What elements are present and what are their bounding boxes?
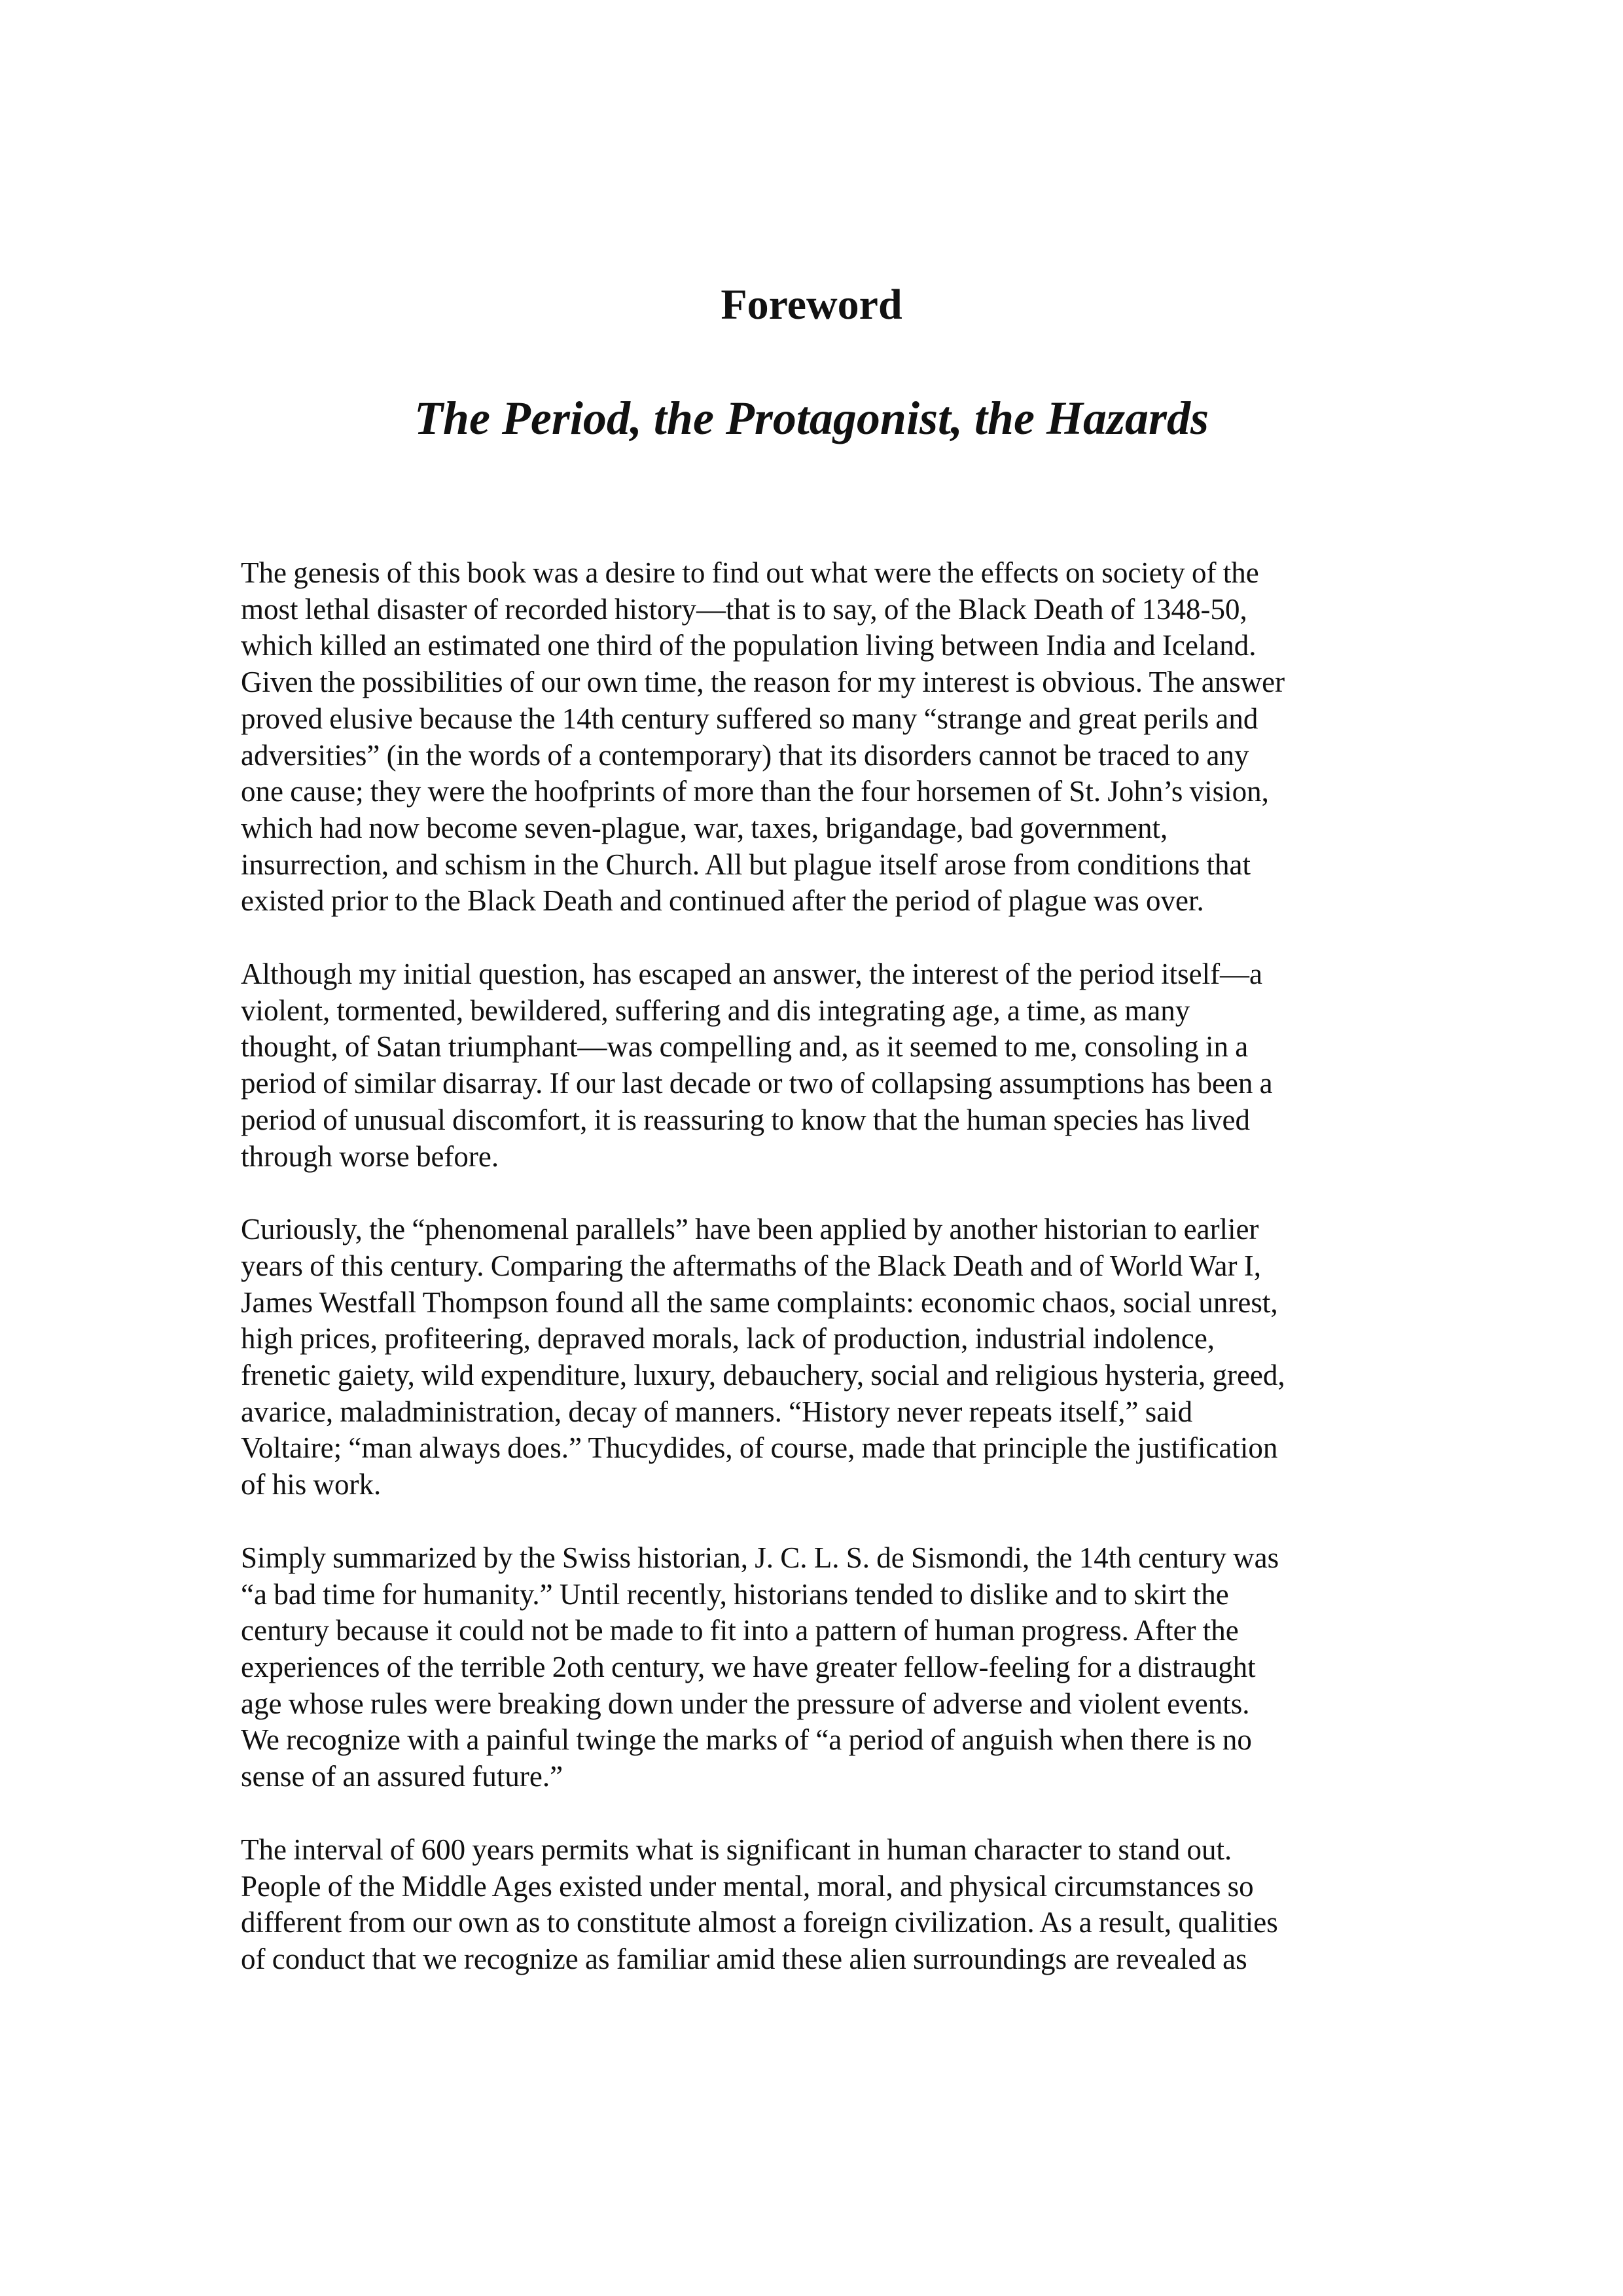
- text-line: which had now become seven-plague, war, taxes, brigandage, bad government,: [241, 811, 1168, 844]
- text-line: Curiously, the “phenomenal parallels” have been applied by another historian to earlier: [241, 1213, 1259, 1246]
- text-line: which killed an estimated one third of the population living between India and Iceland.: [241, 629, 1257, 662]
- text-line: Simply summarized by the Swiss historian, J. C. L. S. de Sismondi, the 14th century was: [241, 1541, 1279, 1574]
- text-line: most lethal disaster of recorded history—that is to say, of the Black Death of 1348-50,: [241, 592, 1247, 626]
- chapter-subtitle: The Period, the Protagonist, the Hazards: [414, 392, 1209, 444]
- text-line: adversities” (in the words of a contemporary) that its disorders cannot be traced to any: [241, 738, 1249, 772]
- text-line: insurrection, and schism in the Church. All but plague itself arose from conditions that: [241, 848, 1251, 881]
- text-line: Given the possibilities of our own time, the reason for my interest is obvious. The answer: [241, 666, 1285, 699]
- text-line: century because it could not be made to fit into a pattern of human progress. After the: [241, 1614, 1239, 1647]
- text-line: avarice, maladministration, decay of manners. “History never repeats itself,” said: [241, 1395, 1193, 1428]
- text-line: Although my initial question, has escaped an answer, the interest of the period itself—a: [241, 958, 1263, 991]
- text-line: James Westfall Thompson found all the same complaints: economic chaos, social unrest,: [241, 1285, 1278, 1319]
- text-line: age whose rules were breaking down under the pressure of adverse and violent events.: [241, 1687, 1250, 1720]
- text-line: through worse before.: [241, 1139, 499, 1173]
- paragraph-1: [241, 555, 1402, 920]
- text-line: period of similar disarray. If our last decade or two of collapsing assumptions has been a: [241, 1067, 1273, 1100]
- body-text: [241, 555, 1402, 2015]
- paragraph-2: [241, 956, 1402, 1175]
- paragraph-4: [241, 1540, 1402, 1795]
- text-line: frenetic gaiety, wild expenditure, luxury, debauchery, social and religious hysteria, greed,: [241, 1359, 1285, 1392]
- text-line: one cause; they were the hoofprints of more than the four horsemen of St. John’s vision,: [241, 775, 1269, 808]
- text-line: People of the Middle Ages existed under mental, moral, and physical circumstances so: [241, 1869, 1254, 1903]
- text-line: high prices, profiteering, depraved morals, lack of production, industrial indolence,: [241, 1322, 1215, 1355]
- text-line: “a bad time for humanity.” Until recently, historians tended to dislike and to skirt the: [241, 1577, 1229, 1611]
- paragraph-3: [241, 1211, 1402, 1503]
- text-line: proved elusive because the 14th century suffered so many “strange and great perils and: [241, 702, 1258, 735]
- text-line: different from our own as to constitute almost a foreign civilization. As a result, qualities: [241, 1906, 1278, 1939]
- text-line: years of this century. Comparing the aftermaths of the Black Death and of World War I,: [241, 1249, 1261, 1282]
- text-line: sense of an assured future.”: [241, 1760, 563, 1793]
- text-line: thought, of Satan triumphant—was compelling and, as it seemed to me, consoling in a: [241, 1030, 1249, 1064]
- text-line: of conduct that we recognize as familiar amid these alien surroundings are revealed as: [241, 1942, 1247, 1975]
- text-line: The interval of 600 years permits what is significant in human character to stand out.: [241, 1833, 1232, 1866]
- paragraph-5: [241, 1832, 1402, 1978]
- text-line: of his work.: [241, 1468, 382, 1501]
- text-line: Voltaire; “man always does.” Thucydides, of course, made that principle the justification: [241, 1431, 1278, 1465]
- text-line: experiences of the terrible 2oth century, we have greater fellow-feeling for a distraught: [241, 1650, 1256, 1683]
- text-line: existed prior to the Black Death and continued after the period of plague was over.: [241, 884, 1204, 918]
- text-line: period of unusual discomfort, it is reassuring to know that the human species has lived: [241, 1103, 1250, 1136]
- chapter-title: Foreword: [721, 281, 902, 329]
- text-line: The genesis of this book was a desire to find out what were the effects on society of the: [241, 556, 1259, 589]
- text-line: violent, tormented, bewildered, suffering and dis integrating age, a time, as many: [241, 994, 1190, 1027]
- text-line: We recognize with a painful twinge the marks of “a period of anguish when there is no: [241, 1723, 1252, 1757]
